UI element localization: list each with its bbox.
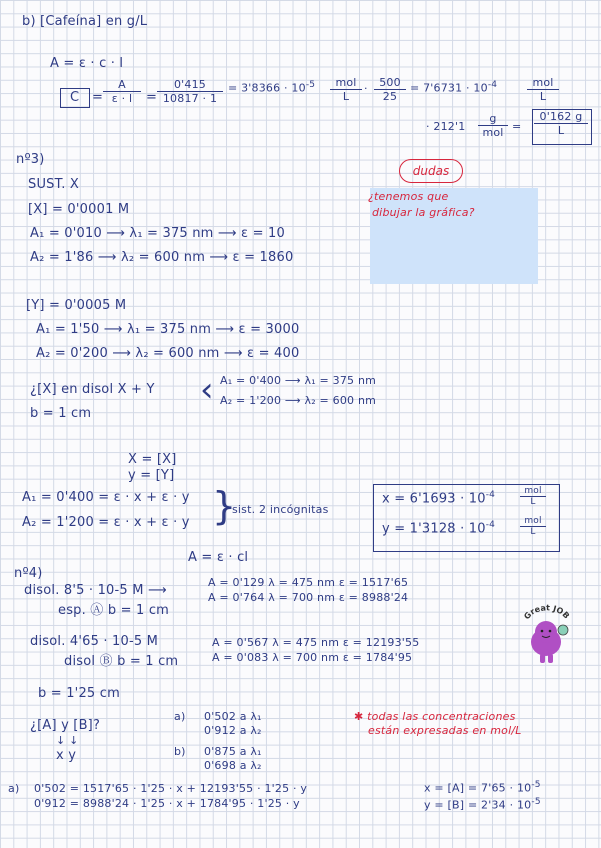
- molar-mass-multiply: · 212'1: [426, 120, 466, 133]
- result-y: [382, 520, 495, 536]
- result-x: [382, 490, 495, 506]
- fraction-numerator: A: [103, 78, 141, 92]
- note-line-2: dibujar la gráfica?: [372, 206, 475, 219]
- mixture-absorbance-1: A₁ = 0'400 ⟶ λ₁ = 375 nm: [220, 374, 377, 387]
- equation-label: a): [8, 782, 20, 795]
- fraction-denominator: ε · l: [111, 92, 133, 105]
- define-x: X = [X]: [128, 452, 177, 467]
- conc-x: [X] = 0'0001 M: [28, 202, 130, 217]
- fraction-denominator: L: [342, 90, 350, 103]
- note-line-1: ¿tenemos que: [368, 190, 449, 203]
- fraction-a-over-el: [103, 78, 141, 105]
- fraction-absorbance: [157, 78, 223, 105]
- fraction-numerator: mol: [520, 516, 546, 527]
- dissolution-b-data-1: A = 0'567 λ = 475 nm ε = 12193'55: [212, 636, 420, 649]
- value: y = [B] = 2'34 · 10: [424, 798, 532, 812]
- unit-mol-per-l-2: [527, 76, 559, 103]
- part-b-line-2: 0'698 a λ₂: [204, 759, 262, 772]
- equals-final: =: [512, 120, 522, 133]
- fraction-denominator: mol: [482, 126, 504, 139]
- result-diluted: [410, 80, 497, 95]
- fraction-numerator: 0'162 g: [534, 110, 588, 124]
- part-b-line-1: 0'875 a λ₁: [204, 745, 262, 758]
- fraction-denominator: 25: [382, 90, 398, 103]
- final-result: [534, 110, 588, 137]
- c-label: C: [70, 90, 80, 105]
- path-length-4: b = 1'25 cm: [38, 686, 120, 701]
- substance-x: SUST. X: [28, 177, 79, 192]
- part-a-line-2: 0'912 a λ₂: [204, 724, 262, 737]
- exponent: -4: [485, 490, 496, 500]
- exponent: -5: [531, 780, 541, 790]
- part-b-label: b): [174, 745, 186, 758]
- section-b-title: b) [Cafeína] en g/L: [22, 14, 148, 29]
- dissolution-a-1: disol. 8'5 · 10-5 M ⟶: [24, 583, 167, 598]
- value: x = [A] = 7'65 · 10: [424, 781, 532, 795]
- concentration-note-1: ✱ todas las concentraciones: [354, 710, 516, 723]
- beer-lambert-law: A = ε · c · l: [50, 56, 124, 71]
- concentration-note-2: están expresadas en mol/L: [368, 724, 522, 737]
- part-a-label: a): [174, 710, 186, 723]
- x-absorbance-2: A₂ = 1'86 ⟶ λ₂ = 600 nm ⟶ ε = 1860: [30, 250, 294, 265]
- fraction-denominator: L: [539, 90, 547, 103]
- value: x = 6'1693 · 10: [382, 491, 486, 507]
- result-concentration: [228, 80, 315, 95]
- exponent: -4: [487, 80, 498, 90]
- left-angle-bracket: ‹: [200, 370, 214, 410]
- dudas-badge: dudas: [399, 159, 463, 183]
- result-a: [424, 780, 541, 795]
- dissolution-a-2: esp. Ⓐ b = 1 cm: [58, 603, 170, 618]
- sticker-head: [535, 621, 557, 643]
- result-b: [424, 797, 541, 812]
- fraction-denominator: 10817 · 1: [162, 92, 218, 105]
- fraction-numerator: mol: [527, 76, 559, 90]
- dissolution-b-2: disol Ⓑ b = 1 cm: [64, 654, 179, 669]
- system-eq-2: A₂ = 1'200 = ε · x + ε · y: [22, 515, 190, 530]
- system-label: sist. 2 incógnitas: [232, 503, 329, 516]
- y-absorbance-2: A₂ = 0'200 ⟶ λ₂ = 600 nm ⟶ ε = 400: [36, 346, 300, 361]
- fraction-numerator: mol: [520, 486, 546, 497]
- sticker-text: Great JOB: [522, 603, 572, 622]
- mixture-question: ¿[X] en disol X + Y: [30, 382, 155, 397]
- result-x-unit: [520, 486, 546, 507]
- xy-labels: x y: [56, 748, 77, 763]
- unit-mol-per-l: [330, 76, 362, 103]
- dissolution-b-1: disol. 4'65 · 10-5 M: [30, 634, 159, 649]
- dissolution-b-data-2: A = 0'083 λ = 700 nm ε = 1784'95: [212, 651, 413, 664]
- exponent: -4: [485, 520, 496, 530]
- value: = 3'8366 · 10: [228, 81, 306, 95]
- fraction-numerator: mol: [330, 76, 362, 90]
- question-a-b: ¿[A] y [B]?: [30, 718, 101, 733]
- section-3-title: nº3): [16, 152, 45, 167]
- equation-1: 0'502 = 1517'65 · 1'25 · x + 12193'55 · 1'25 · y: [34, 782, 308, 795]
- fraction-numerator: g: [478, 112, 508, 126]
- mixture-absorbance-2: A₂ = 1'200 ⟶ λ₂ = 600 nm: [220, 394, 377, 407]
- fraction-numerator: 0'415: [157, 78, 223, 92]
- dissolution-a-data-1: A = 0'129 λ = 475 nm ε = 1517'65: [208, 576, 409, 589]
- equals-1: =: [92, 90, 104, 105]
- exponent: -5: [305, 80, 316, 90]
- section-4-title: nº4): [14, 566, 43, 581]
- equation-2: 0'912 = 8988'24 · 1'25 · x + 1784'95 · 1'25 · y: [34, 797, 300, 810]
- path-length: b = 1 cm: [30, 406, 92, 421]
- value: y = 1'3128 · 10: [382, 521, 486, 537]
- equals-2: =: [146, 90, 158, 105]
- value: = 7'6731 · 10: [410, 81, 488, 95]
- x-absorbance-1: A₁ = 0'010 ⟶ λ₁ = 375 nm ⟶ ε = 10: [30, 226, 285, 241]
- right-brace: }: [212, 484, 237, 528]
- fraction-denominator: L: [530, 527, 536, 537]
- fraction-numerator: 500: [374, 76, 406, 90]
- arrows: ↓ ↓: [56, 734, 79, 747]
- exponent: -5: [531, 797, 541, 807]
- result-y-unit: [520, 516, 546, 537]
- system-eq-1: A₁ = 0'400 = ε · x + ε · y: [22, 490, 190, 505]
- y-absorbance-1: A₁ = 1'50 ⟶ λ₁ = 375 nm ⟶ ε = 3000: [36, 322, 300, 337]
- dissolution-a-data-2: A = 0'764 λ = 700 nm ε = 8988'24: [208, 591, 409, 604]
- dot-operator: ·: [364, 82, 368, 95]
- fraction-denominator: L: [530, 497, 536, 507]
- conc-y: [Y] = 0'0005 M: [26, 298, 127, 313]
- part-a-line-1: 0'502 a λ₁: [204, 710, 262, 723]
- define-y: y = [Y]: [128, 468, 175, 483]
- unit-g-per-mol: [478, 112, 508, 139]
- great-job-sticker: [518, 600, 574, 672]
- law-repeat: A = ε · cl: [188, 550, 249, 565]
- dilution-factor: [374, 76, 406, 103]
- fraction-denominator: L: [557, 124, 565, 137]
